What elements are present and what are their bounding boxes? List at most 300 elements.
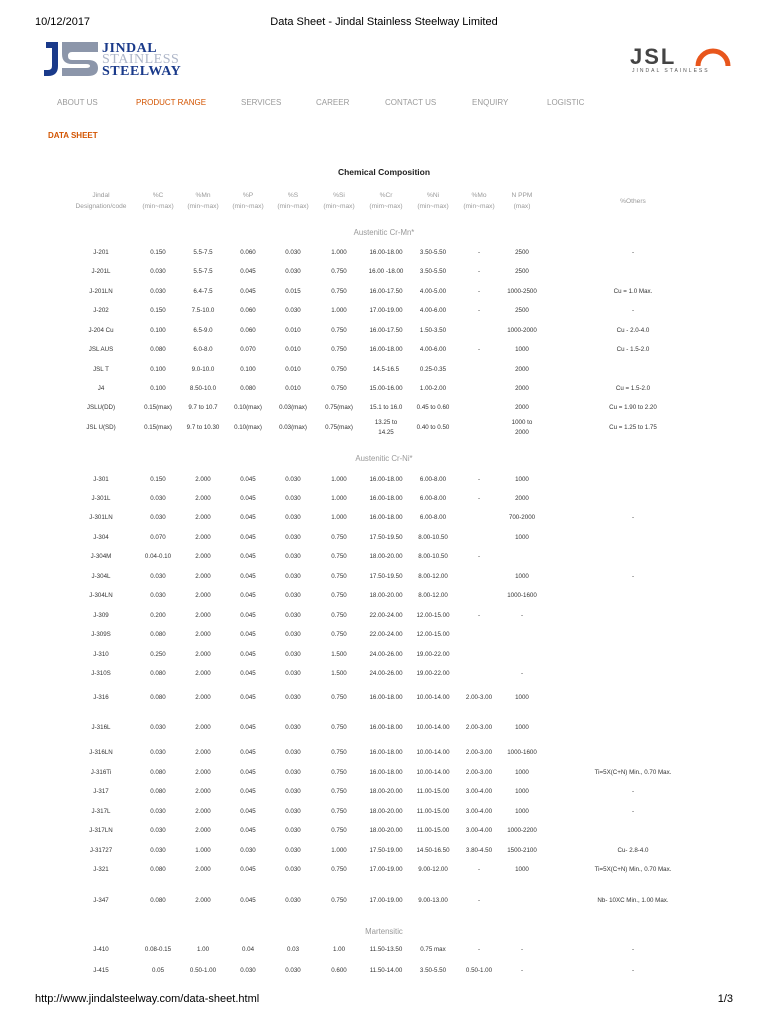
table-cell: 0.030 xyxy=(285,749,301,756)
nav-item-enquiry[interactable]: ENQUIRY xyxy=(472,98,509,107)
chemical-composition-table xyxy=(0,190,768,980)
table-cell: 2.000 xyxy=(195,694,211,701)
nav-item-product-range[interactable]: PRODUCT RANGE xyxy=(136,98,207,107)
nav-item-services[interactable]: SERVICES xyxy=(241,98,282,107)
table-cell: 0.030 xyxy=(150,495,166,502)
table-cell: - xyxy=(520,612,524,619)
table-cell: 1.000 xyxy=(331,514,347,521)
table-cell: 16.00-18.00 xyxy=(369,514,403,521)
table-cell: 0.030 xyxy=(285,788,301,795)
table-cell: 0.030 xyxy=(285,866,301,873)
table-cell: 0.080 xyxy=(150,694,166,701)
table-cell: J-415 xyxy=(93,967,109,974)
table-cell: 2.000 xyxy=(195,514,211,521)
table-cell: - xyxy=(477,612,481,619)
table-cell: 0.030 xyxy=(285,827,301,834)
column-header: %Mn (min~max) xyxy=(187,192,219,210)
table-cell: 5.5-7.5 xyxy=(193,268,213,275)
table-cell: 18.00-20.00 xyxy=(369,808,403,815)
table-cell: J-304LN xyxy=(89,592,113,599)
table-cell: 0.010 xyxy=(285,346,301,353)
table-cell: 0.750 xyxy=(331,327,347,334)
table-cell: 0.080 xyxy=(150,866,166,873)
table-cell: 2500 xyxy=(515,307,529,314)
table-cell: 16.00-18.00 xyxy=(369,724,403,731)
table-cell: 1000 xyxy=(515,346,529,353)
table-cell: 0.045 xyxy=(240,288,256,295)
table-cell: J-301 xyxy=(93,476,109,483)
table-cell: 0.150 xyxy=(150,307,166,314)
print-header xyxy=(0,16,768,32)
table-cell: 15.00-16.00 xyxy=(369,385,403,392)
table-title: Chemical Composition xyxy=(337,167,431,177)
table-cell: 0.05 xyxy=(151,967,165,974)
table-cell: 1.50-3.50 xyxy=(419,327,447,334)
table-cell: 0.750 xyxy=(331,827,347,834)
table-cell: J-317LN xyxy=(89,827,113,834)
logo-text-jindal: JINDAL xyxy=(102,41,158,56)
table-cell: - xyxy=(477,307,481,314)
table-cell: 0.030 xyxy=(285,847,301,854)
table-cell: Cu- 2.8-4.0 xyxy=(617,847,649,854)
table-cell: 16.00-18.00 xyxy=(369,495,403,502)
table-cell: Cu = 1.25 to 1.75 xyxy=(609,424,657,431)
table-cell: 2.000 xyxy=(195,631,211,638)
table-cell: 0.45 to 0.60 xyxy=(416,404,450,411)
table-cell: Ti=5X(C+N) Min., 0.70 Max. xyxy=(594,866,672,873)
table-cell: 0.100 xyxy=(150,327,166,334)
table-cell: J-316 xyxy=(93,694,109,701)
table-cell: J-321 xyxy=(93,866,109,873)
table-cell: 1000 xyxy=(515,724,529,731)
table-cell: J-301L xyxy=(91,495,111,502)
table-cell: 2.000 xyxy=(195,592,211,599)
table-cell: 0.080 xyxy=(150,346,166,353)
table-cell: 0.080 xyxy=(150,788,166,795)
table-cell: - xyxy=(477,946,481,953)
table-cell: 0.750 xyxy=(331,749,347,756)
table-cell: 0.030 xyxy=(285,534,301,541)
table-cell: 0.750 xyxy=(331,268,347,275)
table-cell: 24.00-26.00 xyxy=(369,651,403,658)
table-cell: 0.030 xyxy=(150,827,166,834)
table-cell: 0.080 xyxy=(150,769,166,776)
table-cell: 0.045 xyxy=(240,534,256,541)
table-cell: 0.030 xyxy=(150,749,166,756)
table-cell: 6.5-9.0 xyxy=(193,327,213,334)
jsl-logo[interactable] xyxy=(630,44,734,78)
table-cell: 11.00-15.00 xyxy=(416,808,450,815)
table-cell: - xyxy=(520,967,524,974)
table-cell: 0.030 xyxy=(285,967,301,974)
table-cell: J-301LN xyxy=(89,514,113,521)
table-cell: 19.00-22.00 xyxy=(416,670,450,677)
table-cell: 16.00-18.00 xyxy=(369,476,403,483)
table-cell: 0.030 xyxy=(150,724,166,731)
table-cell: 0.030 xyxy=(285,592,301,599)
table-cell: J-309 xyxy=(93,612,109,619)
table-cell: - xyxy=(477,897,481,904)
table-cell: 0.50-1.00 xyxy=(465,967,493,974)
table-cell: 17.50-19.50 xyxy=(369,534,403,541)
table-cell: 0.060 xyxy=(240,327,256,334)
table-cell: 2.000 xyxy=(195,495,211,502)
nav-item-career[interactable]: CAREER xyxy=(316,98,350,107)
table-cell: 2.000 xyxy=(195,553,211,560)
table-cell: - xyxy=(477,866,481,873)
table-cell: 3.50-5.50 xyxy=(419,967,447,974)
table-cell: - xyxy=(477,553,481,560)
table-cell: - xyxy=(631,788,635,795)
table-cell: 0.045 xyxy=(240,808,256,815)
table-cell: 0.070 xyxy=(150,534,166,541)
table-cell: 700-2000 xyxy=(508,514,536,521)
table-cell: 8.00-10.50 xyxy=(418,553,448,560)
table-cell: 0.030 xyxy=(285,573,301,580)
table-cell: 2.000 xyxy=(195,724,211,731)
table-cell: 14.50-16.50 xyxy=(416,847,450,854)
table-cell: 2.000 xyxy=(195,749,211,756)
table-cell: 2.000 xyxy=(195,866,211,873)
jindal-logo-mark-icon xyxy=(44,40,100,78)
table-cell: 0.10(max) xyxy=(234,404,262,411)
logo-text-steelway: STEELWAY xyxy=(102,64,182,79)
table-cell: 2000 xyxy=(515,385,529,392)
column-header: %C (min~max) xyxy=(142,192,174,210)
print-page-number: 1/3 xyxy=(717,993,733,1005)
table-cell: J-204 Cu xyxy=(88,327,114,334)
table-cell: 0.045 xyxy=(240,495,256,502)
table-cell: 6.4-7.5 xyxy=(193,288,213,295)
table-cell: 0.060 xyxy=(240,249,256,256)
table-cell: 2.000 xyxy=(195,788,211,795)
table-cell: 0.045 xyxy=(240,827,256,834)
table-cell: - xyxy=(631,573,635,580)
table-cell: 2000 xyxy=(515,495,529,502)
table-cell: 0.030 xyxy=(240,847,256,854)
table-cell: 2.000 xyxy=(195,534,211,541)
table-cell: 0.250 xyxy=(150,651,166,658)
table-cell: 11.50-13.50 xyxy=(369,946,403,953)
table-cell: 0.030 xyxy=(285,249,301,256)
table-cell: 0.030 xyxy=(285,724,301,731)
table-cell: 0.045 xyxy=(240,592,256,599)
table-cell: JSLU(DD) xyxy=(86,404,116,411)
table-cell: 1000-1600 xyxy=(507,592,537,599)
table-cell: - xyxy=(477,495,481,502)
table-cell: 10.00-14.00 xyxy=(416,769,450,776)
table-cell: 3.00-4.00 xyxy=(465,808,493,815)
table-cell: 0.030 xyxy=(285,495,301,502)
table-cell: Cu = 1.0 Max. xyxy=(613,288,653,295)
table-cell: 0.750 xyxy=(331,897,347,904)
table-cell: J-347 xyxy=(93,897,109,904)
table-cell: 0.010 xyxy=(285,385,301,392)
table-cell: 1.00-2.00 xyxy=(419,385,447,392)
table-cell: - xyxy=(631,307,635,314)
table-cell: 0.045 xyxy=(240,769,256,776)
table-cell: 0.75 max xyxy=(420,946,446,953)
table-cell: 1000 xyxy=(515,769,529,776)
table-cell: J-316Ti xyxy=(90,769,112,776)
table-cell: 0.750 xyxy=(331,288,347,295)
table-cell: 11.00-15.00 xyxy=(416,788,450,795)
table-cell: Cu - 2.0-4.0 xyxy=(616,327,650,334)
table-cell: 0.750 xyxy=(331,553,347,560)
table-cell: 0.030 xyxy=(285,808,301,815)
table-cell: - xyxy=(477,476,481,483)
table-cell: 2000 xyxy=(515,404,529,411)
table-cell: 0.03 xyxy=(286,946,300,953)
table-cell: 2.000 xyxy=(195,808,211,815)
table-cell: 0.045 xyxy=(240,573,256,580)
table-cell: 3.00-4.00 xyxy=(465,788,493,795)
table-cell: 9.00-13.00 xyxy=(418,897,448,904)
table-cell: 10.00-14.00 xyxy=(416,724,450,731)
jindal-steelway-logo[interactable] xyxy=(44,40,184,80)
table-cell: 1000-2000 xyxy=(507,327,537,334)
table-cell: 0.750 xyxy=(331,592,347,599)
table-cell: 0.045 xyxy=(240,788,256,795)
table-cell: 17.00-19.00 xyxy=(369,866,403,873)
table-cell: 19.00-22.00 xyxy=(416,651,450,658)
column-header: %P (min~max) xyxy=(232,192,264,210)
table-cell: 0.15(max) xyxy=(144,424,172,431)
table-cell: 1000 xyxy=(515,788,529,795)
table-cell: 22.00-24.00 xyxy=(369,612,403,619)
table-cell: 2500 xyxy=(515,249,529,256)
table-cell: 0.25-0.35 xyxy=(419,366,447,373)
table-cell: 0.150 xyxy=(150,249,166,256)
table-cell: 0.030 xyxy=(150,592,166,599)
table-cell: 1000 to 2000 xyxy=(511,419,533,436)
table-cell: 0.045 xyxy=(240,514,256,521)
table-cell: Cu = 1.90 to 2.20 xyxy=(609,404,657,411)
table-cell: 15.1 to 16.0 xyxy=(369,404,403,411)
table-cell: 0.030 xyxy=(285,612,301,619)
table-cell: 17.50-19.50 xyxy=(369,573,403,580)
table-cell: 18.00-20.00 xyxy=(369,592,403,599)
table-cell: 0.045 xyxy=(240,724,256,731)
table-cell: J-317L xyxy=(91,808,111,815)
table-cell: 18.00-20.00 xyxy=(369,827,403,834)
column-header: %Si (min~max) xyxy=(323,192,355,210)
table-cell: 2.000 xyxy=(195,827,211,834)
table-cell: 0.045 xyxy=(240,476,256,483)
table-cell: J-310 xyxy=(93,651,109,658)
table-cell: 0.750 xyxy=(331,694,347,701)
table-cell: 16.00-18.00 xyxy=(369,749,403,756)
table-cell: 13.25 to 14.25 xyxy=(374,419,398,436)
table-cell: 0.030 xyxy=(285,631,301,638)
table-cell: 1.000 xyxy=(331,847,347,854)
table-cell: 0.750 xyxy=(331,769,347,776)
table-cell: 18.00-20.00 xyxy=(369,788,403,795)
table-cell: 0.750 xyxy=(331,612,347,619)
jsl-logo-text: JSL xyxy=(630,44,677,69)
table-cell: 8.00-12.00 xyxy=(418,573,448,580)
table-cell: 9.0-10.0 xyxy=(191,366,215,373)
column-header: %Mo (min~max) xyxy=(463,192,495,210)
table-cell: 9.7 to 10.30 xyxy=(186,424,220,431)
table-cell: 0.060 xyxy=(240,307,256,314)
table-cell: 0.150 xyxy=(150,476,166,483)
jsl-logo-subtitle: JINDAL STAINLESS xyxy=(632,68,710,74)
column-header: %Cr (mim~max) xyxy=(369,192,403,210)
table-cell: Nb- 10XC Min., 1.00 Max. xyxy=(597,897,669,904)
table-cell: 11.50-14.00 xyxy=(369,967,403,974)
table-cell: 0.045 xyxy=(240,866,256,873)
table-cell: 0.750 xyxy=(331,385,347,392)
table-cell: 10.00-14.00 xyxy=(416,694,450,701)
table-cell: 1.000 xyxy=(331,495,347,502)
table-cell: 2.000 xyxy=(195,651,211,658)
table-cell: 0.045 xyxy=(240,268,256,275)
table-cell: - xyxy=(477,288,481,295)
table-cell: 1.00 xyxy=(332,946,346,953)
table-cell: 2.00-3.00 xyxy=(465,749,493,756)
table-cell: 12.00-15.00 xyxy=(416,631,450,638)
table-cell: 0.750 xyxy=(331,346,347,353)
table-cell: - xyxy=(631,514,635,521)
table-cell: 16.00 -18.00 xyxy=(368,268,404,275)
table-cell: 10.00-14.00 xyxy=(416,749,450,756)
table-cell: 1.000 xyxy=(331,307,347,314)
table-cell: 1000 xyxy=(515,476,529,483)
table-cell: 8.00-10.50 xyxy=(418,534,448,541)
table-cell: 1.000 xyxy=(331,476,347,483)
table-cell: 0.030 xyxy=(285,897,301,904)
table-cell: 0.75(max) xyxy=(325,404,353,411)
table-cell: 3.80-4.50 xyxy=(465,847,493,854)
table-cell: - xyxy=(631,967,635,974)
table-cell: 2.000 xyxy=(195,670,211,677)
nav-item-about-us[interactable]: ABOUT US xyxy=(57,98,98,107)
table-cell: 2500 xyxy=(515,268,529,275)
table-cell: 0.10(max) xyxy=(234,424,262,431)
table-cell: 9.00-12.00 xyxy=(418,866,448,873)
column-header: %Ni (min~max) xyxy=(417,192,449,210)
table-cell: 0.030 xyxy=(285,476,301,483)
table-cell: 0.045 xyxy=(240,651,256,658)
table-cell: 3.00-4.00 xyxy=(465,827,493,834)
table-cell: 0.03(max) xyxy=(279,404,307,411)
group-header: Martensitic xyxy=(365,927,403,936)
table-cell: 5.5-7.5 xyxy=(193,249,213,256)
table-cell: 0.04 xyxy=(241,946,255,953)
table-cell: 0.15(max) xyxy=(144,404,172,411)
table-cell: 16.00-18.00 xyxy=(369,694,403,701)
table-cell: 0.750 xyxy=(331,808,347,815)
table-cell: 0.045 xyxy=(240,631,256,638)
table-cell: 8.00-12.00 xyxy=(418,592,448,599)
table-cell: 17.50-19.00 xyxy=(369,847,403,854)
nav-item-logistic[interactable]: LOGISTIC xyxy=(547,98,585,107)
table-cell: - xyxy=(631,249,635,256)
table-cell: 1000 xyxy=(515,694,529,701)
table-cell: 7.5-10.0 xyxy=(191,307,215,314)
column-header: %Others xyxy=(620,198,646,205)
table-cell: 2.00-3.00 xyxy=(465,724,493,731)
table-cell: 16.00-17.50 xyxy=(369,288,403,295)
table-cell: 0.010 xyxy=(285,366,301,373)
table-cell: 2.000 xyxy=(195,476,211,483)
table-cell: 17.00-19.00 xyxy=(369,307,403,314)
table-cell: 0.030 xyxy=(285,651,301,658)
table-cell: 1000 xyxy=(515,866,529,873)
table-cell: Cu = 1.5-2.0 xyxy=(615,385,651,392)
logo-text-stainless: STAINLESS xyxy=(102,52,180,67)
table-cell: 4.00-6.00 xyxy=(419,307,447,314)
table-cell: 0.030 xyxy=(285,514,301,521)
table-cell: 0.080 xyxy=(240,385,256,392)
table-cell: 0.750 xyxy=(331,631,347,638)
table-cell: 6.00-8.00 xyxy=(419,476,447,483)
table-cell: 2.00-3.00 xyxy=(465,694,493,701)
table-cell: 12.00-15.00 xyxy=(416,612,450,619)
table-cell: 0.045 xyxy=(240,670,256,677)
table-cell: 0.200 xyxy=(150,612,166,619)
table-cell: 0.080 xyxy=(150,897,166,904)
print-title: Data Sheet - Jindal Stainless Steelway Limited xyxy=(270,16,498,28)
table-cell: 1.00 xyxy=(196,946,210,953)
table-cell: 0.010 xyxy=(285,327,301,334)
table-cell: 0.100 xyxy=(240,366,256,373)
table-cell: 0.030 xyxy=(150,808,166,815)
table-cell: 22.00-24.00 xyxy=(369,631,403,638)
table-cell: J-201LN xyxy=(89,288,113,295)
table-cell: 0.03(max) xyxy=(279,424,307,431)
table-cell: J-31727 xyxy=(89,847,113,854)
table-cell: 9.7 to 10.7 xyxy=(188,404,218,411)
table-cell: - xyxy=(477,268,481,275)
table-cell: J-310S xyxy=(91,670,111,677)
table-cell: 0.080 xyxy=(150,670,166,677)
table-cell: 0.070 xyxy=(240,346,256,353)
table-cell: 24.00-26.00 xyxy=(369,670,403,677)
table-cell: 6.00-8.00 xyxy=(419,495,447,502)
table-cell: 0.100 xyxy=(150,385,166,392)
print-url: http://www.jindalsteelway.com/data-sheet.html xyxy=(35,993,260,1005)
table-cell: J-309S xyxy=(91,631,111,638)
table-cell: 2.000 xyxy=(195,573,211,580)
table-cell: 0.030 xyxy=(150,514,166,521)
jsl-arc-icon xyxy=(694,46,732,68)
table-cell: 4.00-6.00 xyxy=(419,346,447,353)
table-cell: 0.030 xyxy=(285,769,301,776)
nav-item-contact-us[interactable]: CONTACT US xyxy=(385,98,437,107)
table-cell: 0.030 xyxy=(285,268,301,275)
table-cell: 1000 xyxy=(515,573,529,580)
table-cell: 0.030 xyxy=(285,694,301,701)
table-cell: 0.030 xyxy=(150,288,166,295)
table-cell: 0.40 to 0.50 xyxy=(416,424,450,431)
table-cell: 17.00-19.00 xyxy=(369,897,403,904)
table-cell: 0.045 xyxy=(240,749,256,756)
table-cell: 1.500 xyxy=(331,651,347,658)
table-cell: 0.045 xyxy=(240,694,256,701)
table-cell: J-317 xyxy=(93,788,109,795)
table-cell: 0.045 xyxy=(240,612,256,619)
table-cell: 0.030 xyxy=(240,967,256,974)
table-cell: 0.030 xyxy=(150,573,166,580)
table-cell: 0.04-0.10 xyxy=(144,553,172,560)
column-header: %S (min~max) xyxy=(277,192,309,210)
table-cell: J-201L xyxy=(91,268,111,275)
table-cell: 8.50-10.0 xyxy=(189,385,217,392)
page-title: DATA SHEET xyxy=(48,131,98,140)
print-date: 10/12/2017 xyxy=(35,16,91,28)
